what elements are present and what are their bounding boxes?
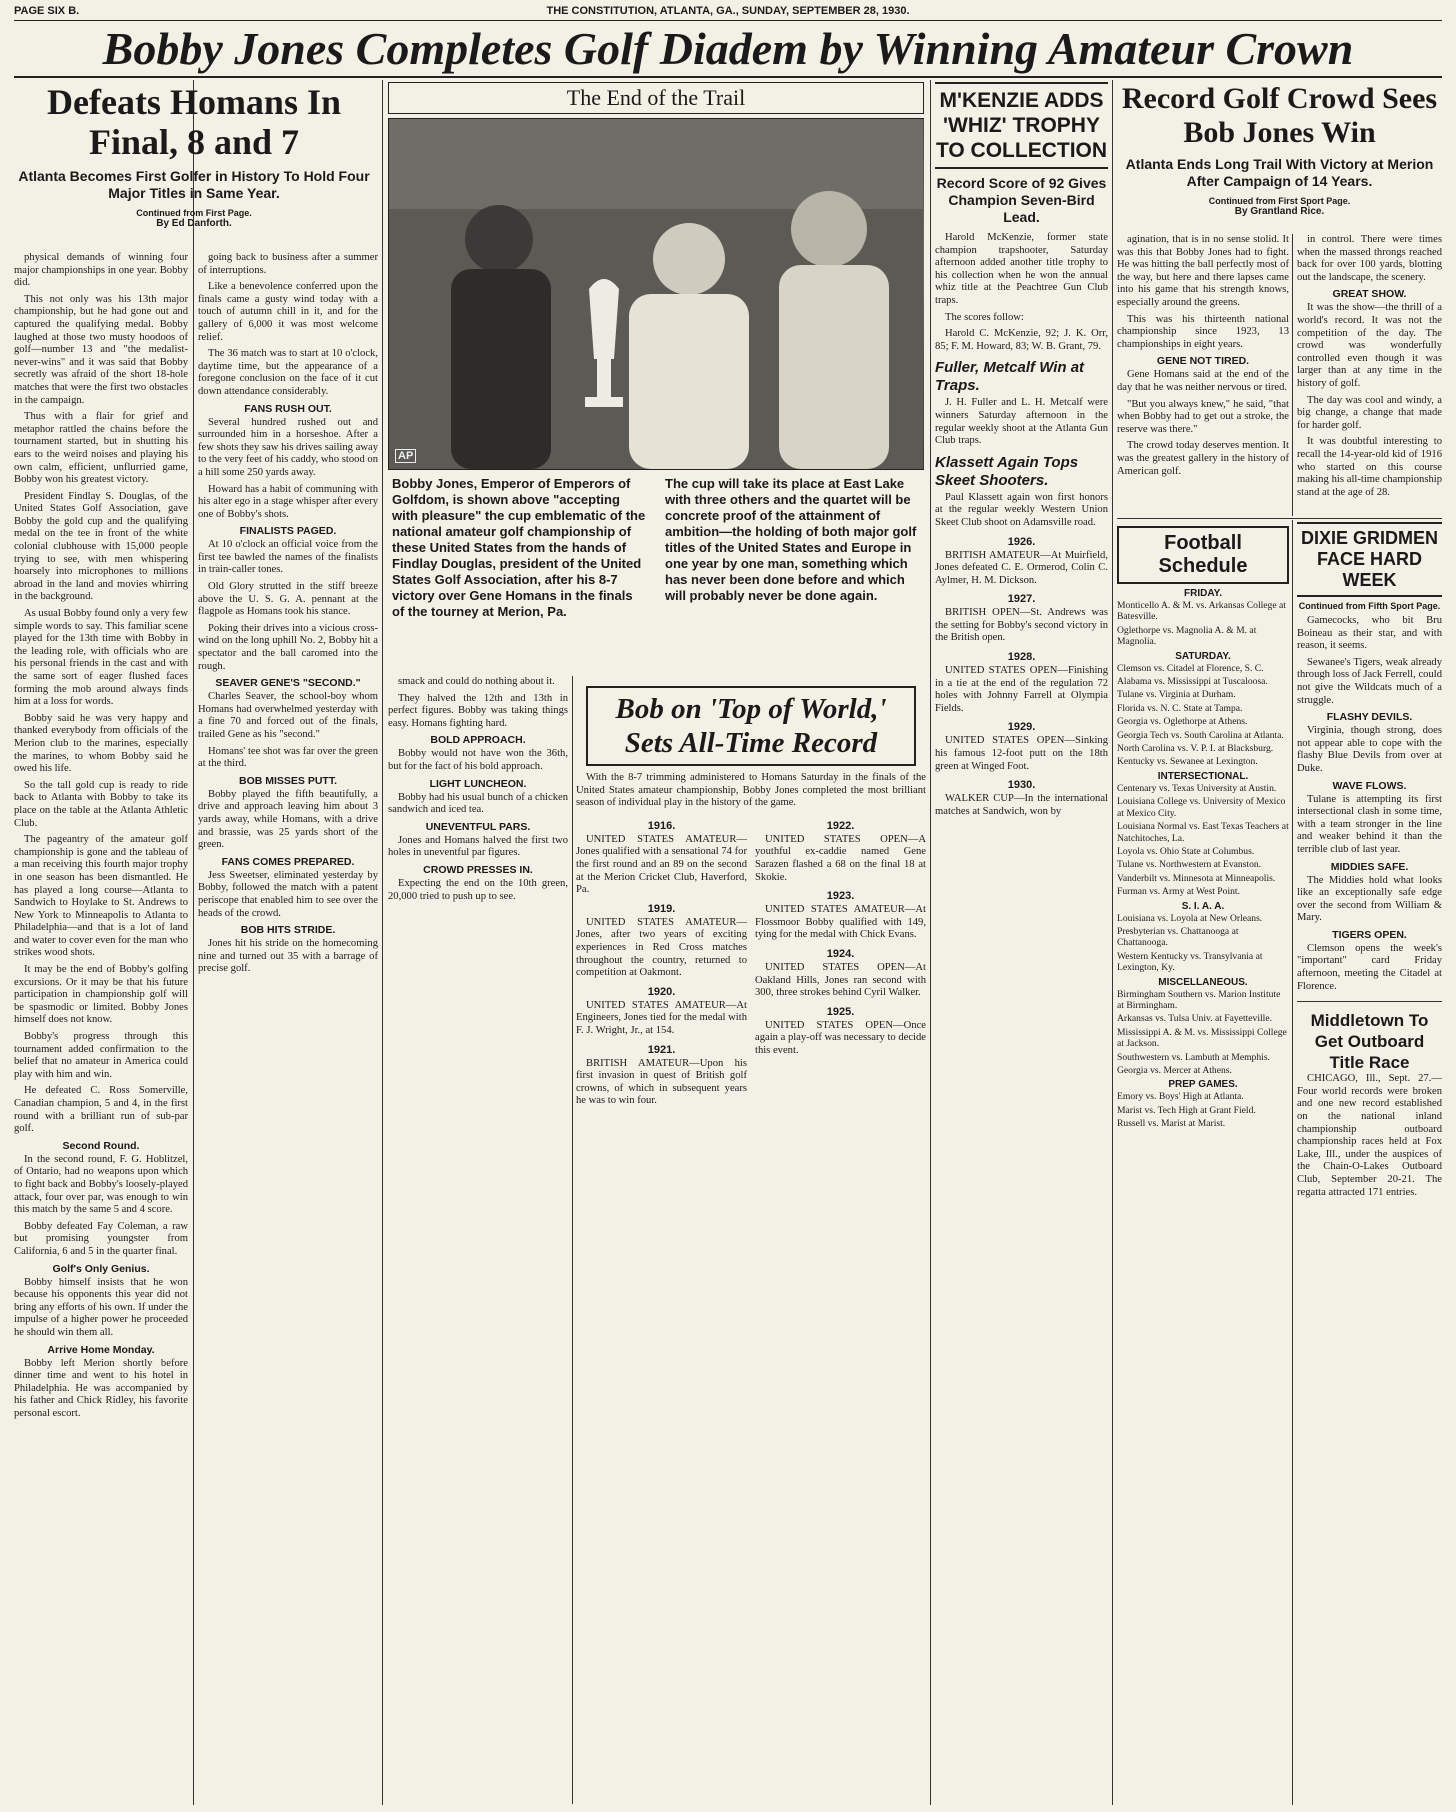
schedule-day: INTERSECTIONAL. xyxy=(1157,770,1249,782)
paragraph: Poking their drives into a vicious cross-wind on the long uphill No. 2, Bobby hit a spectator and the ball caromed into the rough. xyxy=(198,622,378,672)
paragraph: It was doubtful interesting to recall the 14-year-old kid of 1916 who started on this course making his all-time championship stand at the age of 28. xyxy=(1297,436,1442,498)
photo-illustration xyxy=(389,119,923,469)
photo-block xyxy=(388,82,924,672)
year-text: UNITED STATES OPEN—Finishing in a tie at the end of the regulation 72 holes with Johnny Farrell at Olympia Fields. xyxy=(935,665,1108,714)
subhead: SEAVER GENE'S "SECOND." xyxy=(215,677,361,690)
subhead: FANS RUSH OUT. xyxy=(244,402,332,415)
paragraph: In the second round, F. G. Hoblitzel, of Ontario, had no weapons upon which to fight back and Bobby's loosely-played attack, four over par, was enough to win this match by the same 5 and 4 score. xyxy=(14,1153,188,1216)
paragraph: Bobby said he was very happy and thanked everybody from officials of the Merion club to the marines, especially the marines, to whom Bobby said he owed his life. xyxy=(14,712,188,775)
continued-note: Continued from First Sport Page. xyxy=(1208,196,1351,206)
schedule-item: Furman vs. Army at West Point. xyxy=(1117,886,1240,898)
subhead: MIDDIES SAFE. xyxy=(1330,860,1409,873)
year-text: UNITED STATES OPEN—A youthful ex-caddie named Gene Sarazen flashed a 68 on the final 18 at Skokie. xyxy=(755,833,926,883)
year-heading: 1921. xyxy=(647,1043,676,1056)
paragraph: "But you always knew," he said, "that when Bobby had to get out a stroke, the reserve was there." xyxy=(1117,398,1289,435)
schedule-item: Western Kentucky vs. Transylvania at Lexington, Ky. xyxy=(1117,950,1263,974)
schedule-item: Louisiana Normal vs. East Texas Teachers at Natchitoches, La. xyxy=(1117,821,1289,844)
schedule-item: Georgia vs. Oglethorpe at Athens. xyxy=(1117,716,1248,728)
subhead: FANS COMES PREPARED. xyxy=(221,855,355,868)
subhead: Arrive Home Monday. xyxy=(47,1343,155,1356)
lead-deck: Atlanta Becomes First Golfer in History To Hold Four Major Titles in Same Year. xyxy=(18,168,370,201)
paragraph: Bobby left Merion shortly before dinner time and went to his hotel in Philadelphia. He was accompanied by his father and Chick Ridley, his favorite personal escort. xyxy=(14,1357,188,1419)
column-rule xyxy=(193,80,194,1805)
paragraph: Paul Klassett again won first honors at the regular weekly Western Union Skeet Club shoot on Adamsville road. xyxy=(935,491,1108,528)
column-rule xyxy=(572,676,573,1804)
paragraph: Several hundred rushed out and surrounded him in a horseshoe. After a few shots they saw his drives sailing away to the very feet of his caddy, who stood on a hill some 250 yards away. xyxy=(198,416,378,478)
schedule-item: Arkansas vs. Tulsa Univ. at Fayetteville. xyxy=(1117,1013,1272,1025)
year-heading: 1926. xyxy=(1007,535,1036,548)
paragraph: Bobby played the fifth beautifully, a drive and approach leaving him about 3 yards away, while Homans, with a drive and brassie, was 25 yards short of the green. xyxy=(198,788,378,851)
paragraph: CHICAGO, Ill., Sept. 27.—Four world records were broken and one new record established on the national inland championship outboard championship races held at Fox Lake, Ill., under the auspices of the Chain-O-Lakes Outboard Club, September 20-21. The regatta attracted 171 entries. xyxy=(1297,1073,1442,1198)
trophy-deck: Record Score of 92 Gives Champion Seven-Bird Lead. xyxy=(936,175,1107,225)
column-rule xyxy=(930,80,931,1805)
schedule-item: Birmingham Southern vs. Marion Institute at Birmingham. xyxy=(1117,988,1281,1011)
year-heading: 1924. xyxy=(826,947,855,960)
section-rule xyxy=(1297,1001,1442,1002)
schedule-item: Centenary vs. Texas University at Austin. xyxy=(1117,782,1277,794)
schedule-item: Presbyterian vs. Chattanooga at Chattanooga. xyxy=(1117,925,1239,949)
schedule-day: MISCELLANEOUS. xyxy=(1158,976,1248,988)
paragraph: Tulane is attempting its first intersectional clash in some time, with a team stronger in the line and weaker behind it than the terrible club of last year. xyxy=(1297,793,1442,855)
schedule-day: PREP GAMES. xyxy=(1168,1079,1238,1091)
schedule-item: Alabama vs. Mississippi at Tuscaloosa. xyxy=(1117,676,1268,688)
paragraph: The day was cool and windy, a big change, a change that made for harder golf. xyxy=(1297,394,1442,431)
photo-section-title: The End of the Trail xyxy=(388,82,924,114)
year-heading: 1928. xyxy=(1007,651,1036,664)
paragraph: The 36 match was to start at 10 o'clock, daytime time, but the appearance of a foregone conclusion on the face of it cut down attendance considerably. xyxy=(198,348,378,397)
schedule-day: SATURDAY. xyxy=(1175,650,1231,662)
paragraph: Jess Sweetser, eliminated yesterday by Bobby, followed the match with a patent periscope that enabled him to see over the heads of the crowd. xyxy=(198,869,378,919)
paragraph: Like a benevolence conferred upon the finals came a gusty wind today with a touch of autumn chill in it, and for the gallery of 6,000 it was most welcome relief. xyxy=(198,281,378,343)
subhead: BOB HITS STRIDE. xyxy=(240,924,336,937)
schedule-item: Louisiana vs. Loyola at New Orleans. xyxy=(1117,912,1263,924)
paragraph: As usual Bobby found only a very few simple words to say. This familiar scene played for the 13th time with Bobby in the leading role, with officials who are his personal friends in the cast and with the same sort of eager flushed faces forming the mob around always finds him at a loss for words. xyxy=(14,608,188,708)
rice-column-1 xyxy=(1117,234,1289,516)
record-box xyxy=(576,680,926,1804)
year-text: UNITED STATES AMATEUR—At Flossmoor Bobby qualified with 149, tying for the medal with Chick Evans. xyxy=(755,904,926,941)
year-heading: 1925. xyxy=(826,1005,855,1018)
continued-note: Continued from First Page. xyxy=(136,208,252,218)
photo-caption-continued: The cup will take its place at East Lake with three others and the quartet will be concrete proof of the attainment of ambition—the holding of both major golf titles of the United States and Europe in one year by one man, something which has never been done before and which will probably never be done again. xyxy=(665,476,917,603)
schedule-item: Marist vs. Tech High at Grant Field. xyxy=(1117,1104,1256,1116)
schedule-item: Russell vs. Marist at Marist. xyxy=(1117,1118,1226,1130)
rice-story-header xyxy=(1117,82,1442,232)
column-rule xyxy=(1292,520,1293,1805)
masthead-dateline: THE CONSTITUTION, ATLANTA, GA., SUNDAY, SEPTEMBER 28, 1930. xyxy=(546,5,910,17)
schedule-day: FRIDAY. xyxy=(1184,588,1222,599)
paragraph: Sewanee's Tigers, weak already through loss of Jack Ferrell, could not give the Wildcats much of a struggle. xyxy=(1297,656,1442,706)
schedule-item: Tulane vs. Virginia at Durham. xyxy=(1117,689,1236,701)
subhead: BOB MISSES PUTT. xyxy=(238,774,337,787)
lead-story-header xyxy=(14,82,374,250)
record-intro: With the 8-7 trimming administered to Homans Saturday in the finals of the United States amateur championship, Bobby Jones completed the most brilliant season of individual play in the history of the game. xyxy=(576,772,926,809)
paragraph: It may be the end of Bobby's golfing excursions. Or it may be that his future participation in championship golf will be spasmodic or limited. Bobby Jones himself does not know. xyxy=(14,964,188,1026)
year-text: BRITISH AMATEUR—Upon his first invasion in quest of British golf crowns, of which in subsequent years he was to win four. xyxy=(576,1057,747,1107)
paragraph: physical demands of winning four major championships in one year. Bobby did. xyxy=(14,252,188,289)
paragraph: Bobby's progress through this tournament added confirmation to the belief that no amateur in America could play with him and win. xyxy=(14,1031,188,1080)
paragraph: Clemson opens the week's "important" card Friday afternoon, meeting the Citadel at Florence. xyxy=(1297,942,1442,992)
year-heading: 1919. xyxy=(647,902,676,915)
trophy-story xyxy=(935,82,1108,1804)
folio-line xyxy=(14,4,1442,21)
subhead: FLASHY DEVILS. xyxy=(1326,711,1413,724)
lead-story-column-3 xyxy=(388,676,568,1804)
schedule-item: Tulane vs. Northwestern at Evanston. xyxy=(1117,859,1262,871)
record-headline: Bob on 'Top of World,' Sets All-Time Record xyxy=(586,686,916,766)
year-text: BRITISH OPEN—St. Andrews was the setting for Bobby's second victory in the British open. xyxy=(935,607,1108,644)
paragraph: They halved the 12th and 13th in perfect figures. Bobby was taking things easy. Homans fighting hard. xyxy=(388,692,568,729)
paragraph: Gamecocks, who bit Bru Boineau as their star, and with reason, it seems. xyxy=(1297,615,1442,652)
paragraph: agination, that is in no sense stolid. It was this that Bobby Jones had to fight. He was hitting the ball perfectly most of the way, but here and there lapses came into his game that his strength knows, especially around the greens. xyxy=(1117,234,1289,308)
trophy-headline: M'KENZIE ADDS 'WHIZ' TROPHY TO COLLECTION xyxy=(935,82,1108,169)
paragraph: smack and could do nothing about it. xyxy=(398,676,555,687)
middletown-headline: Middletown To Get Outboard Title Race xyxy=(1310,1011,1429,1073)
year-heading: 1916. xyxy=(647,819,676,832)
schedule-item: Vanderbilt vs. Minnesota at Minneapolis. xyxy=(1117,872,1276,884)
schedule-day: S. I. A. A. xyxy=(1181,900,1225,912)
paragraph: He defeated C. Ross Somerville, Canadian champion, 5 and 4, in the first round with a brilliant run of sub-par golf. xyxy=(14,1085,188,1135)
column-rule xyxy=(1112,80,1113,1805)
paragraph: Gene Homans said at the end of the day that he was neither nervous or tired. xyxy=(1117,369,1289,393)
subhead: Golf's Only Genius. xyxy=(52,1262,150,1275)
column-rule xyxy=(1292,234,1293,516)
subhead: WAVE FLOWS. xyxy=(1332,779,1407,792)
year-text: WALKER CUP—In the international matches at Sandwich, won by xyxy=(935,793,1108,817)
schedule-item: Georgia Tech vs. South Carolina at Atlanta. xyxy=(1117,729,1284,741)
paragraph: Expecting the end on the 10th green, 20,000 tried to push up to see. xyxy=(388,877,568,902)
paragraph: J. H. Fuller and L. H. Metcalf were winners Saturday afternoon in the regular weekly shoot at the Atlanta Gun Club traps. xyxy=(935,397,1108,447)
year-text: UNITED STATES AMATEUR—Jones qualified with a sensational 74 for the first round and an 89 on the second at the Merion Cricket Club, Haverford, Pa. xyxy=(576,833,747,896)
paragraph: This not only was his 13th major championship, but he had gone out and captured the qualifying medal. Bobby laughed at those two musty hoodoos of golf—number 13 and "the medalist-never-wins" and it was said that Bobby secretly was afraid of the short 18-hole matches that were the first two obstacles in the campaign. xyxy=(14,293,188,406)
column-rule xyxy=(382,80,383,1805)
schedule-item: Oglethorpe vs. Magnolia A. & M. at Magnolia. xyxy=(1117,624,1257,648)
paragraph: The crowd today deserves mention. It was the greatest gallery in the history of American golf. xyxy=(1117,440,1289,477)
photo-caption: Bobby Jones, Emperor of Emperors of Golfdom, is shown above "accepting with pleasure" the cup emblematic of the national amateur golf championship of these United States from the hands of Findlay Douglas, president of the United States Golf Association, after his 8-7 victory over Gene Homans in the finals of the tourney at Merion, Pa. xyxy=(392,476,646,619)
schedule-item: Louisiana College vs. University of Mexico at Mexico City. xyxy=(1117,796,1286,819)
paragraph: This was his thirteenth national championship since 1923, 13 championships in eight years. xyxy=(1117,313,1289,350)
schedule-item: Florida vs. N. C. State at Tampa. xyxy=(1117,702,1243,714)
rice-headline: Record Golf Crowd Sees Bob Jones Win xyxy=(1121,82,1438,149)
subhead: Second Round. xyxy=(62,1139,140,1152)
dixie-headline: DIXIE GRIDMEN FACE HARD WEEK xyxy=(1297,522,1442,597)
subhead: GREAT SHOW. xyxy=(1332,288,1407,301)
football-schedule xyxy=(1117,522,1289,1804)
paragraph: going back to business after a summer of interruptions. xyxy=(198,252,378,276)
paragraph: The pageantry of the amateur golf championship is gone and the tableau of a man receiving this fourth major trophy in one season has been dismantled. He has played a long course—Atlanta to Sandwich to Hoylake to St. Andrews to New York to Minneapolis to Atlanta to Philadelphia—and that is a lot of land and water to cover even for the man who strikes wood shots. xyxy=(14,834,188,959)
paragraph: Charles Seaver, the school-boy whom Homans had overwhelmed yesterday with a fine 70 and forced out of the finals, trailed Gene as his "second." xyxy=(198,691,378,740)
paragraph: Old Glory strutted in the stiff breeze above the U. S. G. A. pennant at the flagpole as Homans took his stance. xyxy=(198,581,378,618)
subhead: LIGHT LUNCHEON. xyxy=(429,777,527,790)
page-number: PAGE SIX B. xyxy=(14,5,80,17)
rice-column-2 xyxy=(1297,234,1442,516)
subhead: GENE NOT TIRED. xyxy=(1156,355,1250,368)
subhead-fuller: Fuller, Metcalf Win at Traps. xyxy=(935,359,1085,395)
lead-byline: By Ed Danforth. xyxy=(156,218,232,229)
paragraph: Bobby would not have won the 36th, but for the fact of his bold approach. xyxy=(388,748,568,772)
schedule-title: Football Schedule xyxy=(1117,526,1289,584)
year-heading: 1922. xyxy=(826,819,855,832)
schedule-item: Monticello A. & M. vs. Arkansas College at Batesville. xyxy=(1117,600,1286,623)
schedule-item: Loyola vs. Ohio State at Columbus. xyxy=(1117,845,1255,857)
schedule-item: Emory vs. Boys' High at Atlanta. xyxy=(1117,1091,1244,1103)
subhead: BOLD APPROACH. xyxy=(430,734,526,747)
paragraph: Harold C. McKenzie, 92; J. K. Orr, 85; F. M. Howard, 83; W. B. Grant, 79. xyxy=(935,328,1108,352)
paragraph: Homans' tee shot was far over the green at the third. xyxy=(198,745,378,770)
paragraph: Jones and Homans halved the first two holes in uneventful par figures. xyxy=(388,834,568,859)
banner-headline: Bobby Jones Completes Golf Diadem by Winning Amateur Crown xyxy=(14,22,1442,78)
paragraph: Bobby himself insists that he won because his opponents this year did not bring any efforts of his own. If under the impulse of a higher power he proceeded he should win them all. xyxy=(14,1276,188,1338)
year-text: UNITED STATES AMATEUR—Jones, after two years of exciting experiences in Red Cross matches throughout the country, returned to competition at Oakmont. xyxy=(576,916,747,979)
paragraph: The scores follow: xyxy=(945,311,1024,323)
paragraph: So the tall gold cup is ready to ride back to Atlanta with Bobby to take its place on the table at the Atlanta Athletic Club. xyxy=(14,779,188,829)
schedule-item: Clemson vs. Citadel at Florence, S. C. xyxy=(1117,662,1264,674)
paragraph: Jones hit his stride on the homecoming nine and turned out 35 with a barrage of precise golf. xyxy=(198,938,378,975)
dixie-story xyxy=(1297,522,1442,1804)
schedule-item: Kentucky vs. Sewanee at Lexington. xyxy=(1117,756,1258,768)
rice-deck: Atlanta Ends Long Trail With Victory at Merion After Campaign of 14 Years. xyxy=(1125,156,1434,189)
paragraph: Bobby defeated Fay Coleman, a raw but promising youngster from California, 6 and 5 in the quarter final. xyxy=(14,1220,188,1257)
schedule-item: Mississippi A. & M. vs. Mississippi College at Jackson. xyxy=(1117,1026,1287,1050)
paragraph: in control. There were times when the massed throngs reached back for over 100 yards, blotting out the landscape, the scenery. xyxy=(1297,234,1442,283)
record-years-left xyxy=(576,814,747,1112)
subhead: TIGERS OPEN. xyxy=(1332,928,1407,941)
year-heading: 1923. xyxy=(826,890,855,903)
paragraph: Thus with a flair for grief and metaphor rattled the chains before the tournament started, but in shutting his ears to the weird noises and playing his own calm, efficient, unflurried game, Bobby won his greatest victory. xyxy=(14,411,188,486)
record-years-right xyxy=(755,814,926,1112)
paragraph: Virginia, though strong, does not appear able to cope with the flashy Blue Devils from over at Duke. xyxy=(1297,725,1442,774)
paragraph: Howard has a habit of communing with his alter ego in a stage whisper after every one of Bobby's shots. xyxy=(198,483,378,520)
subhead: CROWD PRESSES IN. xyxy=(423,863,533,876)
photo-credit: AP xyxy=(395,449,416,463)
rice-byline: By Grantland Rice. xyxy=(1234,206,1325,217)
paragraph: Harold McKenzie, former state champion trapshooter, Saturday afternoon added another title trophy to his collection when he won the annual whiz title at the Peachtree Gun Club traps. xyxy=(935,232,1108,306)
subhead-klassett: Klassett Again Tops Skeet Shooters. xyxy=(935,453,1079,489)
subhead: FINALISTS PAGED. xyxy=(239,525,337,538)
schedule-item: Georgia vs. Mercer at Athens. xyxy=(1117,1065,1232,1076)
year-text: BRITISH AMATEUR—At Muirfield, Jones defeated C. E. Ormerod, Colin C. Aylmer, H. M. Dickson. xyxy=(935,549,1108,586)
year-heading: 1930. xyxy=(1007,779,1036,792)
schedule-item: Southwestern vs. Lambuth at Memphis. xyxy=(1117,1051,1270,1063)
year-text: UNITED STATES AMATEUR—At Engineers, Jones tied for the medal with F. J. Wright, Jr., at 154. xyxy=(576,999,747,1036)
paragraph: President Findlay S. Douglas, of the United States Golf Association, gave Bobby the gold cup and the qualifying medal on the tee in front of the white colonial clubhouse with 15,000 people trying to see, with men whispering hoarsely into microphones to millions abroad in the land and movies whirring in the background. xyxy=(14,490,188,603)
paragraph: At 10 o'clock an official voice from the first tee bawled the names of the finalists in train-caller tones. xyxy=(198,539,378,576)
lead-story-column-2 xyxy=(198,252,378,1804)
year-text: UNITED STATES OPEN—Once again a play-off was necessary to decide this event. xyxy=(755,1019,926,1056)
lead-headline: Defeats Homans In Final, 8 and 7 xyxy=(47,82,341,162)
paragraph: The Middies hold what looks like an exceptionally safe edge over the second from William & Mary. xyxy=(1297,874,1442,924)
year-heading: 1927. xyxy=(1007,593,1036,606)
year-heading: 1920. xyxy=(647,985,676,998)
paragraph: Bobby had his usual bunch of a chicken sandwich and iced tea. xyxy=(388,791,568,816)
paragraph: It was the show—the thrill of a world's record. It was not the competition of the day. The crowd was wonderfully controlled even though it was larger than at any time in the history of golf. xyxy=(1297,302,1442,389)
lead-story-column-1 xyxy=(14,252,188,1804)
subhead: UNEVENTFUL PARS. xyxy=(425,820,531,833)
section-rule xyxy=(1117,518,1442,519)
continued-note: Continued from Fifth Sport Page. xyxy=(1298,601,1441,611)
year-text: UNITED STATES OPEN—At Oakland Hills, Jones ran second with 300, three strokes behind Cyril Walker. xyxy=(755,961,926,999)
schedule-item: North Carolina vs. V. P. I. at Blacksburg. xyxy=(1117,743,1274,755)
year-text: UNITED STATES OPEN—Sinking his famous 12-foot putt on the 18th green at Winged Foot. xyxy=(935,735,1108,772)
news-photo xyxy=(388,118,924,470)
year-heading: 1929. xyxy=(1007,721,1036,734)
